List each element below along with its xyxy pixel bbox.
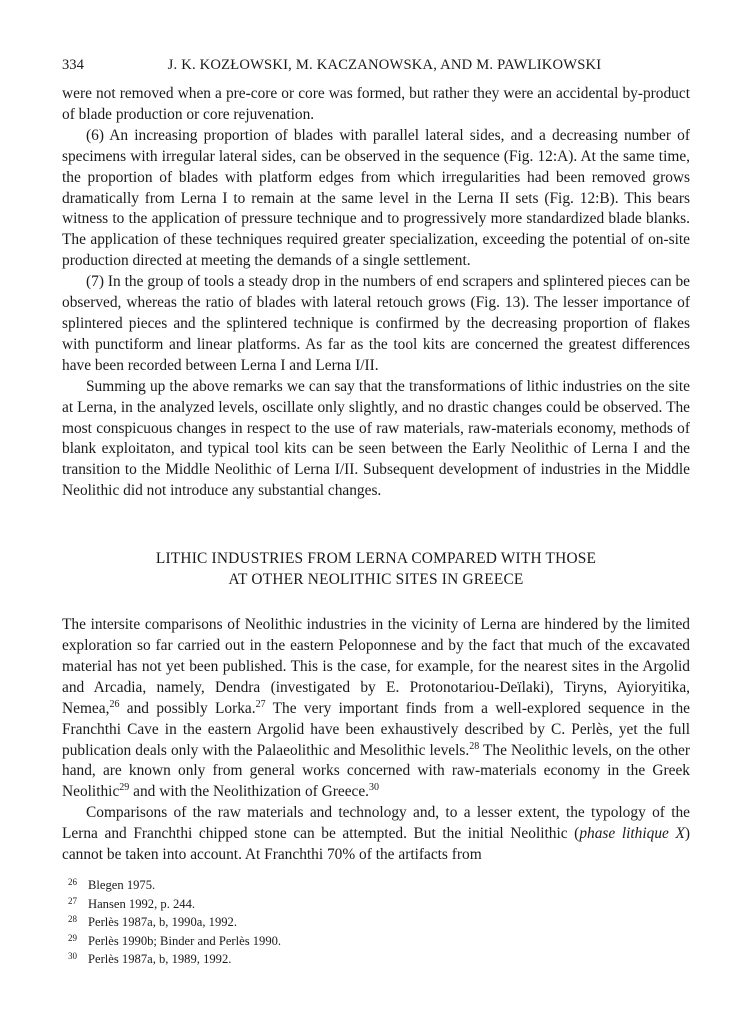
footnote-number: 26: [68, 877, 77, 887]
footnote-text: Blegen 1975.: [88, 878, 156, 892]
footnote: [68, 932, 668, 951]
section-heading-line-1: LITHIC INDUSTRIES FROM LERNA COMPARED WITH THOSE: [155, 550, 597, 568]
main-text: [62, 84, 690, 866]
footnote-text: Hansen 1992, p. 244.: [88, 896, 196, 911]
footnote-text: Perlès 1990b; Binder and Perlès 1990.: [88, 933, 282, 948]
text-run: and with the Neolithization of Greece.: [129, 783, 370, 801]
section-heading: [62, 548, 690, 590]
footnote-ref-30[interactable]: 30: [369, 782, 380, 794]
running-head-authors: J. K. KOZŁOWSKI, M. KACZANOWSKA, AND M. PAWLIKOWSKI: [167, 57, 602, 73]
footnote-number: 29: [68, 932, 77, 943]
page-number: 334: [62, 57, 84, 73]
paragraph-point-6: (6) An increasing proportion of blades with parallel lateral sides, and a decreasing number of specimens with irregular lateral sides, can be observed in the sequence (Fig. 12:A). At the same time, the proportion of blades with platform edges from which irregularities had been removed grows dramatically from Lerna I to remain at the same level in the Lerna II sets (Fig. 12:B). This bears witness to the application of pressure technique and to progressively more standardized blade blanks. The application of these techniques required greater specialization, exceeding the potential of on-site production directed at meeting the demands of a single settlement.: [62, 126, 690, 270]
running-head: [62, 53, 689, 77]
footnote-number: 27: [68, 895, 77, 906]
footnote-text: Perlès 1987a, b, 1989, 1992.: [88, 952, 232, 966]
paragraph-continuation: were not removed when a pre-core or core was formed, but rather they were an accidental by-product of blade production or core rejuvenation.: [62, 85, 690, 123]
footnote-text: Perlès 1987a, b, 1990a, 1992.: [88, 915, 238, 929]
text-run: Comparisons of the raw materials and technology and, to a lesser extent, the typology of the Lerna and Franchthi chipped stone can be attempted. But the initial Neolithic (: [62, 804, 690, 843]
paragraph-point-7: (7) In the group of tools a steady drop in the numbers of end scrapers and splintered pieces can be observed, whereas the ratio of blades with lateral retouch grows (Fig. 13). The lesser importance of splintered pieces and the splintered technique is confirmed by the decreasing proportion of flakes with punctiform and linear platforms. As far as the tool kits are concerned the greatest differences have been recorded between Lerna I and Lerna I/II.: [62, 273, 690, 374]
footnote: [68, 895, 668, 914]
footnote: [68, 913, 668, 932]
paragraph-intersite: [62, 615, 690, 803]
paragraph-comparisons: [62, 803, 690, 866]
text-run: The very important finds from a well-explored sequence in the Franchthi Cave in the eastern Argolid have been exhaustively described by C. Perlès, yet the full publication deals only with the Palaeolithic and Mesolithic levels.: [62, 699, 690, 759]
text-run: and possibly Lorka.: [119, 699, 256, 717]
text-run: The Neolithic levels, on the other hand, are known only from general works concerned with raw-materials economy in the Greek Neolithic: [62, 741, 690, 801]
section-heading-line-2: AT OTHER NEOLITHIC SITES IN GREECE: [228, 571, 524, 589]
footnote-ref-29[interactable]: 29: [119, 782, 130, 794]
footnote-ref-26[interactable]: 26: [109, 698, 120, 710]
footnote-ref-28[interactable]: 28: [469, 740, 480, 752]
text-run: ) cannot be taken into account. At Franchthi 70% of the artifacts from: [62, 825, 690, 864]
footnote: [68, 876, 668, 895]
paragraph-summary: Summing up the above remarks we can say that the transformations of lithic industries on the site at Lerna, in the analyzed levels, oscillate only slightly, and no drastic changes could be observed. The most conspicuous changes in respect to the use of raw materials, raw-materials economy, methods of blank exploitaton, and typical tool kits can be seen between the Early Neolithic of Lerna I and the transition to the Middle Neolithic of Lerna I/II. Subsequent development of industries in the Middle Neolithic did not introduce any substantial changes.: [62, 377, 690, 500]
italic-term: phase lithique X: [579, 825, 685, 843]
footnote: [68, 950, 668, 969]
footnote-number: 30: [68, 951, 77, 961]
footnote-number: 28: [68, 914, 77, 924]
text-run: The intersite comparisons of Neolithic industries in the vicinity of Lerna are hindered by the limited exploration so far carried out in the eastern Peloponnese and by the fact that much of the excavated material has not yet been published. This is the case, for example, for the nearest sites in the Argolid and Arcadia, namely, Dendra (investigated by E. Protonotariou-Deïlaki), Tiryns, Ayioryitika, Nemea,: [62, 616, 690, 717]
footnote-ref-27[interactable]: 27: [255, 698, 266, 710]
footnotes: [68, 876, 668, 969]
